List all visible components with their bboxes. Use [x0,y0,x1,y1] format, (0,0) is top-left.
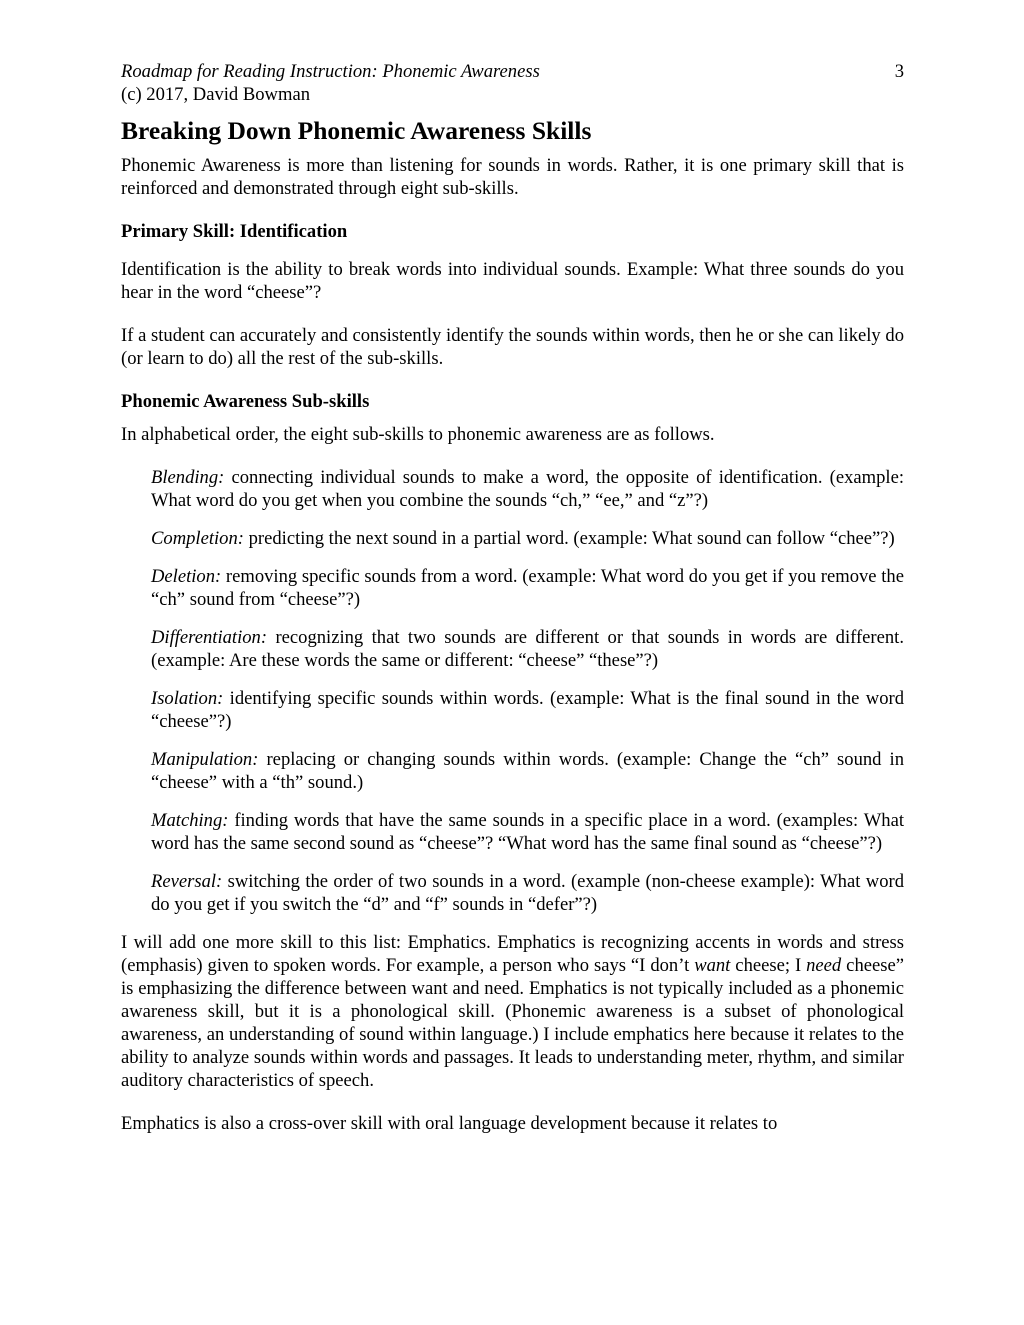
emphatics-text-part3: cheese” is emphasizing the difference between want and need. Emphatics is not typically included as a phonemic awareness skill, but it is a phonological skill. (Phonemic awareness is a subset of phonological awareness, an understanding of sound within language.) I include emphatics here because it relates to the ability to analyze sounds within words and passages. It leads to understanding meter, rhythm, and similar auditory characteristics of speech. [121,955,904,1091]
section-intro: Phonemic Awareness is more than listening for sounds in words. Rather, it is one primary skill that is reinforced and demonstrated through eight sub-skills. [121,155,904,199]
subskill-text: predicting the next sound in a partial word. (example: What sound can follow “chee”?) [243,528,895,549]
copyright-line: (c) 2017, David Bowman [121,84,310,105]
subskill-item [151,870,904,916]
emphatics-text-part1: I will add one more skill to this list: Emphatics. Emphatics is recognizing accents in words and stress (emphasis) given to spoken words. For example, a person who says “I don’t [121,932,904,976]
subskills-intro: In alphabetical order, the eight sub-skills to phonemic awareness are as follows. [121,424,715,445]
emphatics-continuation: Emphatics is also a cross-over skill with oral language development because it relates to [121,1113,778,1134]
subskill-text: recognizing that two sounds are different or that sounds in words are different. (example: Are these words the same or different: “cheese” “these”?) [151,627,904,671]
emphasis-want: want [694,955,731,976]
subskill-term: Reversal: [151,871,223,892]
section-heading: Breaking Down Phonemic Awareness Skills [121,116,592,145]
header-title: Roadmap for Reading Instruction: Phonemic Awareness [121,61,540,82]
subskill-term: Completion: [151,528,244,549]
emphasis-need: need [806,955,842,976]
subskill-item [151,466,904,512]
subskill-text: switching the order of two sounds in a word. (example (non-cheese example): What word do you get if you switch the “d” and “f” sounds in “defer”?) [151,871,904,915]
subskill-term: Deletion: [151,566,222,587]
subskill-text: replacing or changing sounds within words. (example: Change the “ch” sound in “cheese” with a “th” sound.) [151,749,904,793]
primary-skill-heading: Primary Skill: Identification [121,221,348,242]
subskill-item [151,809,904,855]
subskill-term: Blending: [151,467,225,488]
subskill-term: Differentiation: [151,627,268,648]
subskill-text: removing specific sounds from a word. (example: What word do you get if you remove the “ch” sound from “cheese”?) [151,566,904,610]
subskills-list [151,466,904,916]
subskill-term: Manipulation: [151,749,259,770]
subskill-item [151,748,904,794]
subskill-item [151,527,904,550]
subskill-text: identifying specific sounds within words. (example: What is the final sound in the word “cheese”?) [151,688,904,732]
subskill-text: connecting individual sounds to make a word, the opposite of identification. (example: What word do you get when you combine the sounds “ch,” “ee,” and “z”?) [151,467,904,511]
subskills-heading: Phonemic Awareness Sub-skills [121,391,370,412]
subskill-item [151,626,904,672]
subskill-item [151,687,904,733]
document-page [121,60,904,1155]
primary-skill-followup: If a student can accurately and consistently identify the sounds within words, then he or she can likely do (or learn to do) all the rest of the sub-skills. [121,325,904,369]
subskill-text: finding words that have the same sounds in a specific place in a word. (examples: What word has the same second sound as “cheese”? “What word has the same final sound as “cheese”?) [151,810,904,854]
running-header [121,60,904,106]
subskill-term: Matching: [151,810,229,831]
primary-skill-paragraph: Identification is the ability to break words into individual sounds. Example: What three sounds do you hear in the word “cheese”? [121,259,904,303]
page-number: 3 [894,61,904,82]
subskill-term: Isolation: [151,688,224,709]
emphatics-text-part2: cheese; I [730,955,807,976]
emphatics-paragraph [121,931,904,1092]
subskill-item [151,565,904,611]
